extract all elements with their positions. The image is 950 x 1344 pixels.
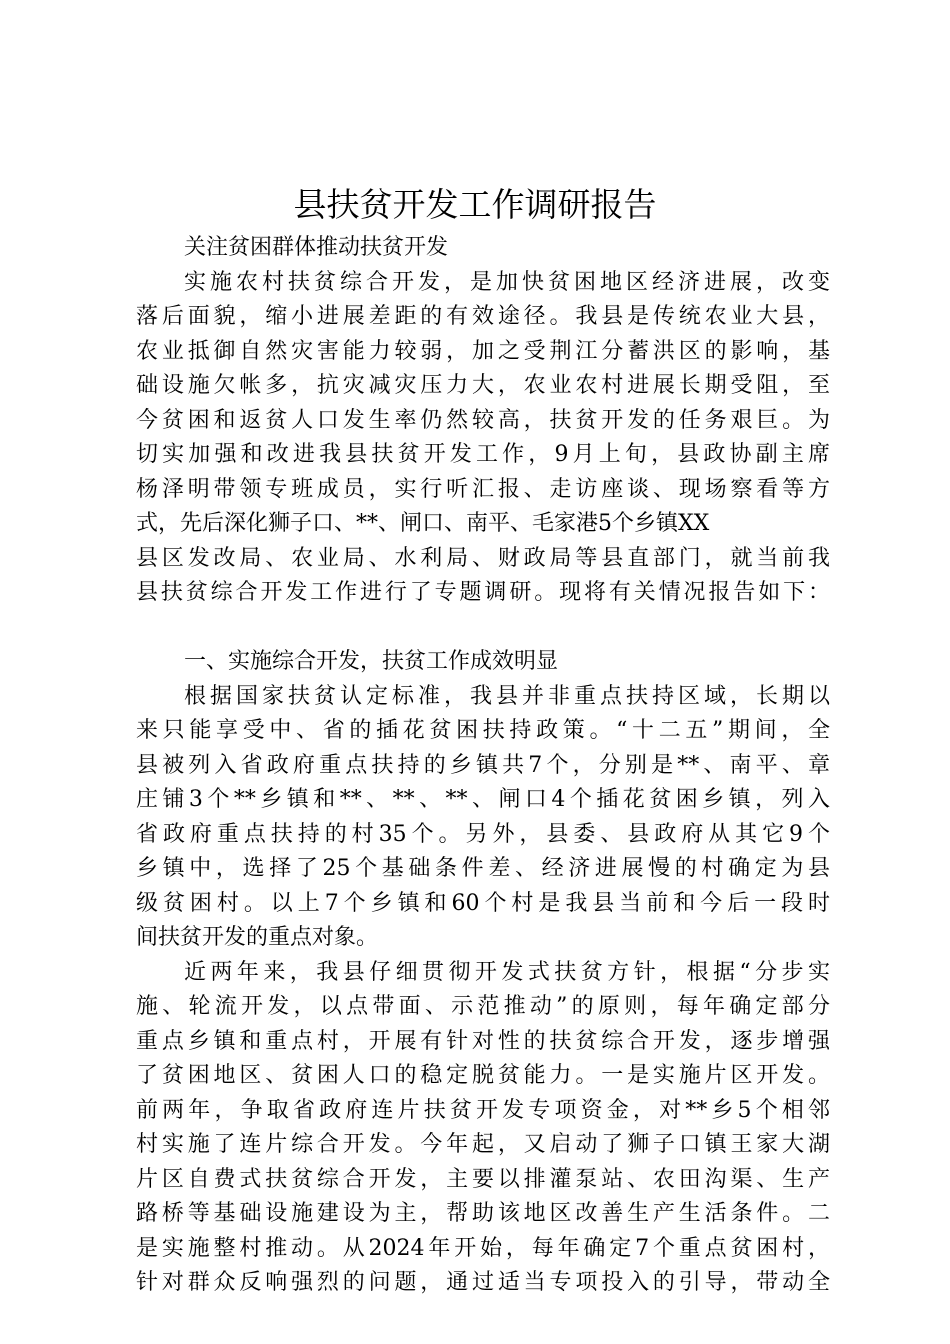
section-heading-1: [136, 645, 830, 680]
paragraph-line: 重点乡镇和重点村，开展有针对性的扶贫综合开发，逐步增强: [136, 1028, 830, 1054]
paragraph-line: 切实加强和改进我县扶贫开发工作，9月上旬，县政协副主席: [136, 442, 830, 467]
paragraph-targets: [136, 680, 830, 956]
paragraph-line: 式，先后深化狮子口、**、闸口、南平、毛家港5个乡镇XX: [136, 511, 710, 536]
document-body: [136, 231, 830, 1301]
paragraph-line: 间扶贫开发的重点对象。: [136, 925, 379, 950]
paragraph-line: 近两年来，我县仔细贯彻开发式扶贫方针，根据“分步实: [184, 959, 830, 985]
paragraph-progress: [136, 956, 830, 1301]
paragraph-line: 农业抵御自然灾害能力较弱，加之受荆江分蓄洪区的影响，基: [136, 338, 830, 364]
paragraph-line: 实施农村扶贫综合开发，是加快贫困地区经济进展，改变: [184, 269, 830, 295]
paragraph-line: 础设施欠帐多，抗灾减灾压力大，农业农村进展长期受阻，至: [136, 373, 830, 398]
paragraph-line: 村实施了连片综合开发。今年起，又启动了狮子口镇王家大湖: [136, 1132, 830, 1157]
paragraph-line: 落后面貌，缩小进展差距的有效途径。我县是传统农业大县，: [136, 304, 830, 329]
paragraph-line: 级贫困村。以上7个乡镇和60个村是我县当前和今后一段时: [136, 890, 830, 916]
paragraph-line: 来只能享受中、省的插花贫困扶持政策。“十二五”期间，全: [136, 718, 830, 743]
paragraph-line: 根据国家扶贫认定标准，我县并非重点扶持区域，长期以: [184, 683, 830, 709]
paragraph-line: 今贫困和返贫人口发生率仍然较高，扶贫开发的任务艰巨。为: [136, 407, 830, 433]
paragraph-line: 县被列入省政府重点扶持的乡镇共7个，分别是**、南平、章: [136, 752, 830, 778]
paragraph-line: 杨泽明带领专班成员，实行听汇报、走访座谈、现场察看等方: [136, 476, 830, 502]
section-heading: 一、实施综合开发，扶贫工作成效明显: [184, 649, 559, 674]
paragraph-line: 省政府重点扶持的村35个。另外，县委、县政府从其它9个: [136, 821, 830, 847]
paragraph-line: 前两年，争取省政府连片扶贫开发专项资金，对**乡5个相邻: [136, 1097, 830, 1123]
paragraph-line: 县扶贫综合开发工作进行了专题调研。现将有关情况报告如下：: [136, 580, 830, 605]
document-title: 县扶贫开发工作调研报告: [293, 185, 657, 224]
paragraph-gap: [136, 611, 830, 646]
paragraph-line: 针对群众反响强烈的问题，通过适当专项投入的引导，带动全: [136, 1270, 830, 1295]
document-subtitle: 关注贫困群体推动扶贫开发: [184, 235, 449, 260]
paragraph-line: 了贫困地区、贫困人口的稳定脱贫能力。一是实施片区开发。: [136, 1063, 830, 1088]
paragraph-intro: [136, 266, 830, 611]
paragraph-line: 路桥等基础设施建设为主，帮助该地区改善生产生活条件。二: [136, 1201, 830, 1226]
paragraph-line: 乡镇中，选择了25个基础条件差、经济进展慢的村确定为县: [136, 856, 830, 881]
paragraph-line: 庄铺3个**乡镇和**、**、**、闸口4个插花贫困乡镇，列入: [136, 787, 830, 812]
paragraph-line: 片区自费式扶贫综合开发，主要以排灌泵站、农田沟渠、生产: [136, 1166, 830, 1192]
paragraph-line: 是实施整村推动。从2024年开始，每年确定7个重点贫困村，: [136, 1235, 830, 1261]
paragraph-line: 施、轮流开发，以点带面、示范推动”的原则，每年确定部分: [136, 994, 830, 1019]
paragraph-line: 县区发改局、农业局、水利局、财政局等县直部门，就当前我: [136, 545, 830, 571]
